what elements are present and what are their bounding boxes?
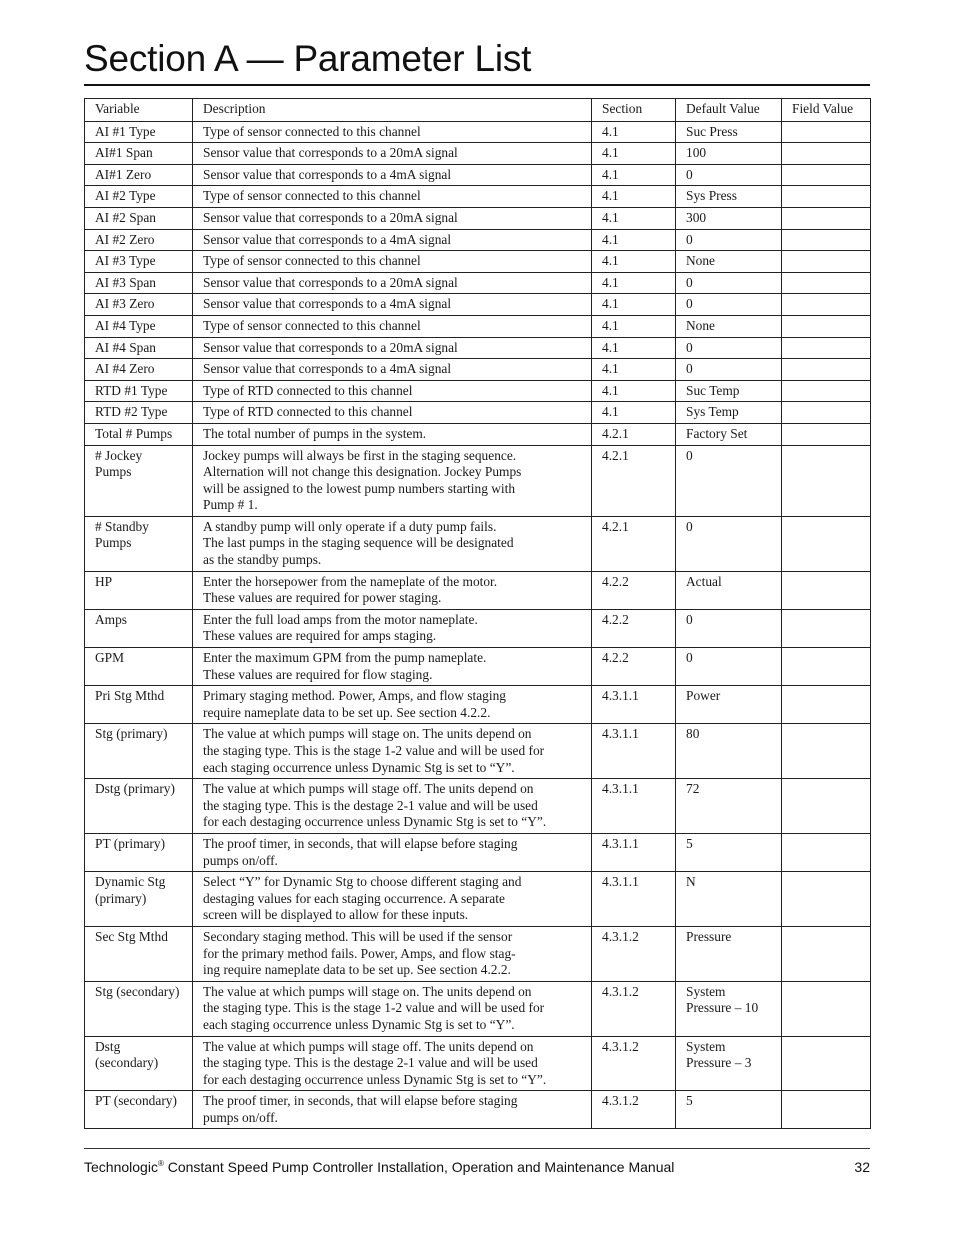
table-row xyxy=(85,1036,871,1091)
section-cell: 4.1 xyxy=(592,251,676,273)
table-row xyxy=(85,686,871,724)
section-cell: 4.2.2 xyxy=(592,609,676,647)
variable-cell: RTD #1 Type xyxy=(85,380,193,402)
description-cell: Select “Y” for Dynamic Stg to choose different staging and destaging values for each staging occurrence. A separate screen will be displayed to allow for these inputs. xyxy=(193,872,592,927)
section-cell: 4.3.1.1 xyxy=(592,779,676,834)
description-cell: The proof timer, in seconds, that will elapse before staging pumps on/off. xyxy=(193,833,592,871)
table-row xyxy=(85,926,871,981)
description-cell: Type of sensor connected to this channel xyxy=(193,315,592,337)
description-cell: Sensor value that corresponds to a 20mA signal xyxy=(193,272,592,294)
description-cell: Enter the full load amps from the motor nameplate. These values are required for amps staging. xyxy=(193,609,592,647)
variable-cell: Amps xyxy=(85,609,193,647)
variable-cell: Sec Stg Mthd xyxy=(85,926,193,981)
default-value-cell: 0 xyxy=(676,516,782,571)
section-cell: 4.1 xyxy=(592,359,676,381)
description-cell: Primary staging method. Power, Amps, and flow staging require nameplate data to be set up. See section 4.2.2. xyxy=(193,686,592,724)
description-cell: The proof timer, in seconds, that will elapse before staging pumps on/off. xyxy=(193,1091,592,1129)
default-value-cell: Sys Press xyxy=(676,186,782,208)
description-cell: Type of sensor connected to this channel xyxy=(193,121,592,143)
table-row xyxy=(85,186,871,208)
table-row xyxy=(85,359,871,381)
default-value-cell: 5 xyxy=(676,833,782,871)
table-row xyxy=(85,571,871,609)
description-cell: Type of sensor connected to this channel xyxy=(193,251,592,273)
table-row xyxy=(85,121,871,143)
default-value-cell: 0 xyxy=(676,648,782,686)
description-cell: The total number of pumps in the system. xyxy=(193,423,592,445)
section-cell: 4.1 xyxy=(592,229,676,251)
table-row xyxy=(85,272,871,294)
section-cell: 4.2.1 xyxy=(592,516,676,571)
field-value-cell xyxy=(782,359,871,381)
table-row xyxy=(85,872,871,927)
default-value-cell: Actual xyxy=(676,571,782,609)
description-cell: Enter the horsepower from the nameplate of the motor. These values are required for power staging. xyxy=(193,571,592,609)
field-value-cell xyxy=(782,445,871,516)
variable-cell: Dynamic Stg (primary) xyxy=(85,872,193,927)
description-cell: Sensor value that corresponds to a 4mA signal xyxy=(193,229,592,251)
field-value-cell xyxy=(782,337,871,359)
title-divider xyxy=(84,84,870,86)
default-value-cell: Suc Press xyxy=(676,121,782,143)
table-row xyxy=(85,648,871,686)
section-cell: 4.3.1.2 xyxy=(592,1091,676,1129)
section-cell: 4.1 xyxy=(592,207,676,229)
section-cell: 4.1 xyxy=(592,186,676,208)
default-value-cell: None xyxy=(676,251,782,273)
variable-cell: AI #2 Zero xyxy=(85,229,193,251)
field-value-cell xyxy=(782,380,871,402)
field-value-cell xyxy=(782,648,871,686)
section-cell: 4.3.1.1 xyxy=(592,686,676,724)
registered-mark: ® xyxy=(157,1159,164,1168)
default-value-cell: 0 xyxy=(676,229,782,251)
variable-cell: Total # Pumps xyxy=(85,423,193,445)
field-value-cell xyxy=(782,779,871,834)
default-value-cell: 0 xyxy=(676,272,782,294)
variable-cell: AI #3 Type xyxy=(85,251,193,273)
field-value-cell xyxy=(782,272,871,294)
default-value-cell: 0 xyxy=(676,359,782,381)
variable-cell: AI #2 Span xyxy=(85,207,193,229)
section-cell: 4.3.1.2 xyxy=(592,926,676,981)
field-value-cell xyxy=(782,1091,871,1129)
field-value-cell xyxy=(782,294,871,316)
table-body xyxy=(85,121,871,1129)
field-value-cell xyxy=(782,981,871,1036)
variable-cell: GPM xyxy=(85,648,193,686)
table-row xyxy=(85,724,871,779)
header-default-value: Default Value xyxy=(676,99,782,122)
default-value-cell: 0 xyxy=(676,609,782,647)
description-cell: The value at which pumps will stage off. The units depend on the staging type. This is the destage 2-1 value and will be used for each destaging occurrence unless Dynamic Stg is set to “Y”. xyxy=(193,1036,592,1091)
table-row xyxy=(85,981,871,1036)
variable-cell: # Standby Pumps xyxy=(85,516,193,571)
description-cell: Type of RTD connected to this channel xyxy=(193,380,592,402)
table-row xyxy=(85,251,871,273)
table-row xyxy=(85,1091,871,1129)
default-value-cell: 0 xyxy=(676,164,782,186)
table-row xyxy=(85,423,871,445)
table-row xyxy=(85,143,871,165)
header-field-value: Field Value xyxy=(782,99,871,122)
default-value-cell: Pressure xyxy=(676,926,782,981)
variable-cell: Stg (secondary) xyxy=(85,981,193,1036)
field-value-cell xyxy=(782,229,871,251)
section-cell: 4.2.1 xyxy=(592,423,676,445)
table-row xyxy=(85,833,871,871)
description-cell: Sensor value that corresponds to a 4mA signal xyxy=(193,294,592,316)
default-value-cell: 300 xyxy=(676,207,782,229)
variable-cell: Dstg (secondary) xyxy=(85,1036,193,1091)
footer-brand: Technologic xyxy=(84,1159,158,1175)
default-value-cell: 80 xyxy=(676,724,782,779)
table-row xyxy=(85,229,871,251)
section-cell: 4.3.1.2 xyxy=(592,1036,676,1091)
field-value-cell xyxy=(782,724,871,779)
field-value-cell xyxy=(782,609,871,647)
variable-cell: HP xyxy=(85,571,193,609)
default-value-cell: 100 xyxy=(676,143,782,165)
variable-cell: AI #3 Span xyxy=(85,272,193,294)
section-cell: 4.1 xyxy=(592,272,676,294)
default-value-cell: Sys Temp xyxy=(676,402,782,424)
section-cell: 4.1 xyxy=(592,402,676,424)
table-row xyxy=(85,294,871,316)
page-title: Section A — Parameter List xyxy=(84,38,532,79)
section-cell: 4.2.1 xyxy=(592,445,676,516)
variable-cell: Stg (primary) xyxy=(85,724,193,779)
section-cell: 4.1 xyxy=(592,164,676,186)
footer-divider xyxy=(84,1148,870,1149)
header-variable: Variable xyxy=(85,99,193,122)
section-cell: 4.1 xyxy=(592,315,676,337)
parameter-table xyxy=(84,98,871,1129)
table-row xyxy=(85,164,871,186)
description-cell: Type of sensor connected to this channel xyxy=(193,186,592,208)
variable-cell: RTD #2 Type xyxy=(85,402,193,424)
variable-cell: Dstg (primary) xyxy=(85,779,193,834)
variable-cell: AI #3 Zero xyxy=(85,294,193,316)
table-row xyxy=(85,445,871,516)
description-cell: Type of RTD connected to this channel xyxy=(193,402,592,424)
default-value-cell: 0 xyxy=(676,337,782,359)
field-value-cell xyxy=(782,251,871,273)
section-cell: 4.1 xyxy=(592,380,676,402)
table-row xyxy=(85,380,871,402)
description-cell: The value at which pumps will stage on. The units depend on the staging type. This is the stage 1-2 value and will be used for each staging occurrence unless Dynamic Stg is set to “Y”. xyxy=(193,981,592,1036)
section-cell: 4.1 xyxy=(592,294,676,316)
table-row xyxy=(85,516,871,571)
description-cell: Sensor value that corresponds to a 20mA signal xyxy=(193,337,592,359)
footer-manual-title xyxy=(84,1159,674,1175)
description-cell: Secondary staging method. This will be used if the sensor for the primary method fails. Power, Amps, and flow stag- ing require nameplate data to be set up. See section 4.2.2. xyxy=(193,926,592,981)
footer-text: Constant Speed Pump Controller Installation, Operation and Maintenance Manual xyxy=(163,1159,675,1175)
table-row xyxy=(85,337,871,359)
field-value-cell xyxy=(782,186,871,208)
field-value-cell xyxy=(782,402,871,424)
default-value-cell: Factory Set xyxy=(676,423,782,445)
variable-cell: AI#1 Zero xyxy=(85,164,193,186)
default-value-cell: 5 xyxy=(676,1091,782,1129)
section-cell: 4.1 xyxy=(592,121,676,143)
section-cell: 4.1 xyxy=(592,143,676,165)
field-value-cell xyxy=(782,833,871,871)
header-description: Description xyxy=(193,99,592,122)
table-row xyxy=(85,315,871,337)
variable-cell: AI#1 Span xyxy=(85,143,193,165)
field-value-cell xyxy=(782,121,871,143)
page-number: 32 xyxy=(854,1159,870,1175)
section-cell: 4.3.1.2 xyxy=(592,981,676,1036)
variable-cell: Pri Stg Mthd xyxy=(85,686,193,724)
variable-cell: # Jockey Pumps xyxy=(85,445,193,516)
table-row xyxy=(85,207,871,229)
section-cell: 4.3.1.1 xyxy=(592,833,676,871)
default-value-cell: 72 xyxy=(676,779,782,834)
default-value-cell: Suc Temp xyxy=(676,380,782,402)
description-cell: Sensor value that corresponds to a 4mA signal xyxy=(193,359,592,381)
description-cell: Sensor value that corresponds to a 20mA signal xyxy=(193,143,592,165)
variable-cell: PT (primary) xyxy=(85,833,193,871)
field-value-cell xyxy=(782,1036,871,1091)
variable-cell: AI #4 Zero xyxy=(85,359,193,381)
table-row xyxy=(85,779,871,834)
section-cell: 4.3.1.1 xyxy=(592,724,676,779)
field-value-cell xyxy=(782,164,871,186)
table-row xyxy=(85,609,871,647)
field-value-cell xyxy=(782,207,871,229)
field-value-cell xyxy=(782,315,871,337)
description-cell: Enter the maximum GPM from the pump nameplate. These values are required for flow staging. xyxy=(193,648,592,686)
section-cell: 4.2.2 xyxy=(592,648,676,686)
description-cell: A standby pump will only operate if a duty pump fails. The last pumps in the staging sequence will be designated as the standby pumps. xyxy=(193,516,592,571)
section-cell: 4.3.1.1 xyxy=(592,872,676,927)
default-value-cell: 0 xyxy=(676,445,782,516)
description-cell: The value at which pumps will stage off. The units depend on the staging type. This is the destage 2-1 value and will be used for each destaging occurrence unless Dynamic Stg is set to “Y”. xyxy=(193,779,592,834)
field-value-cell xyxy=(782,686,871,724)
default-value-cell: N xyxy=(676,872,782,927)
description-cell: Jockey pumps will always be first in the staging sequence. Alternation will not change this designation. Jockey Pumps will be assigned to the lowest pump numbers starting with Pump # 1. xyxy=(193,445,592,516)
default-value-cell: 0 xyxy=(676,294,782,316)
section-cell: 4.1 xyxy=(592,337,676,359)
field-value-cell xyxy=(782,516,871,571)
description-cell: Sensor value that corresponds to a 4mA signal xyxy=(193,164,592,186)
variable-cell: PT (secondary) xyxy=(85,1091,193,1129)
variable-cell: AI #1 Type xyxy=(85,121,193,143)
variable-cell: AI #4 Span xyxy=(85,337,193,359)
table-row xyxy=(85,402,871,424)
default-value-cell: Power xyxy=(676,686,782,724)
field-value-cell xyxy=(782,926,871,981)
header-section: Section xyxy=(592,99,676,122)
description-cell: Sensor value that corresponds to a 20mA signal xyxy=(193,207,592,229)
description-cell: The value at which pumps will stage on. The units depend on the staging type. This is the stage 1-2 value and will be used for each staging occurrence unless Dynamic Stg is set to “Y”. xyxy=(193,724,592,779)
section-cell: 4.2.2 xyxy=(592,571,676,609)
field-value-cell xyxy=(782,872,871,927)
table-header-row xyxy=(85,99,871,122)
variable-cell: AI #2 Type xyxy=(85,186,193,208)
field-value-cell xyxy=(782,571,871,609)
default-value-cell: None xyxy=(676,315,782,337)
variable-cell: AI #4 Type xyxy=(85,315,193,337)
default-value-cell: System Pressure – 3 xyxy=(676,1036,782,1091)
field-value-cell xyxy=(782,423,871,445)
default-value-cell: System Pressure – 10 xyxy=(676,981,782,1036)
field-value-cell xyxy=(782,143,871,165)
